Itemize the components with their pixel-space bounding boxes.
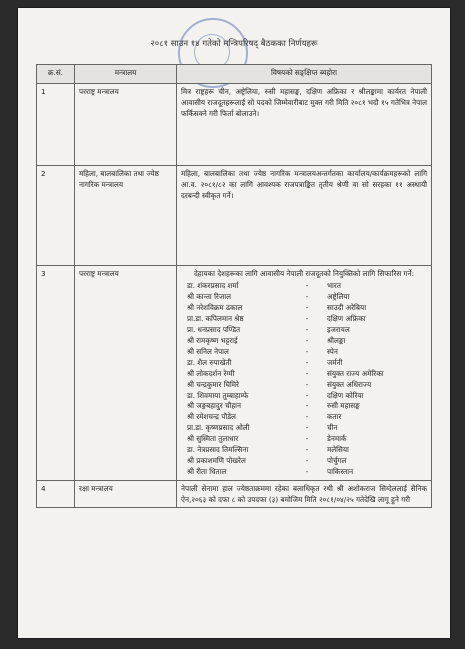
ambassador-country: भारत [327, 281, 341, 291]
list-item [181, 303, 427, 314]
ambassador-country: संयुक्त अधिराज्य [327, 379, 372, 389]
ambassador-country: पोर्चुगल [327, 456, 347, 466]
ambassador-dash: - [305, 390, 309, 400]
header-ministry: मन्त्रालय [75, 65, 177, 84]
ambassador-name: श्री जङ्गबहादुर चौहान [187, 401, 242, 411]
ambassador-name: डा. शंकरप्रसाद शर्मा [187, 281, 239, 291]
list-item [181, 423, 427, 434]
ambassador-name: श्री रीता धिताल [187, 467, 227, 477]
row-number: 2 [37, 166, 75, 266]
document-title: २०८१ साउन १४ गतेको मन्त्रिपरिषद् बैठकका निर्णयहरू [150, 39, 318, 49]
list-item [181, 281, 427, 292]
table-row [37, 481, 432, 508]
row-summary: महिला, बालबालिका तथा ज्येष्ठ नागरिक मन्त्रालयअन्तर्गतका कार्यालय/कार्यक्रमहरूको लागि आ.व. २०८१/८२ का लागि आवश्यक राजपत्राङ्कित तृतीय श्रेणी वा सो सरहका ११ अस्थायी दरबन्दी स्वीकृत गर्ने। [177, 166, 432, 266]
table-header-row [37, 65, 432, 84]
header-serial: क्र.सं. [37, 65, 75, 84]
ambassador-dash: - [305, 445, 309, 455]
row-ministry: रक्षा मन्त्रालय [75, 481, 177, 508]
ambassador-dash: - [305, 456, 309, 466]
decisions-table [36, 64, 432, 508]
ambassador-dash: - [305, 303, 309, 313]
ambassador-name: श्री रामकृष्ण भट्टराई [187, 335, 238, 345]
header-summary: विषयको सङ्क्षिप्त ब्यहोरा [177, 65, 432, 84]
ambassador-country: दक्षिण कोरिया [327, 390, 364, 400]
row-ministry: महिला, बालबालिका तथा ज्येष्ठ नागरिक मन्त्रालय [75, 166, 177, 266]
row-ministry: परराष्ट्र मन्त्रालय [75, 266, 177, 481]
row-number: 3 [37, 266, 75, 481]
list-item [181, 358, 427, 369]
ambassador-country: संयुक्त राज्य अमेरिका [327, 368, 384, 378]
list-item [181, 369, 427, 380]
table-row [37, 266, 432, 481]
ambassador-dash: - [305, 434, 309, 444]
ambassador-name: श्री रमेशचन्द्र पौडेल [187, 412, 236, 422]
ambassador-country: दक्षिण अफ्रिका [327, 313, 366, 323]
ambassador-name: डा. नेत्रप्रसाद तिमल्सिना [187, 445, 249, 455]
appointment-intro: देहायका देशहरूका लागि आवासीय नेपाली राजदूतको नियुक्तिको लागि सिफारिस गर्ने: [193, 269, 415, 278]
ambassador-name: श्री नरेशविक्रम ढकाल [187, 303, 243, 313]
ambassador-dash: - [305, 313, 309, 323]
ambassador-name: प्रा.डा. कृष्णप्रसाद ओली [187, 423, 250, 433]
ambassador-name: श्री सनिल नेपाल [187, 346, 229, 356]
ambassador-country: साउदी अरेबिया [327, 303, 367, 313]
ambassador-dash: - [305, 379, 309, 389]
ambassador-country: रुसी महासङ्घ [327, 401, 360, 411]
ambassador-name: श्री सुस्मिता तुलाधार [187, 434, 239, 444]
list-item [181, 314, 427, 325]
row-number: 4 [37, 481, 75, 508]
list-item [181, 456, 427, 467]
ambassador-dash: - [305, 401, 309, 411]
ambassador-name: डा. शैल रुपाखेती [187, 357, 232, 367]
list-item [181, 412, 427, 423]
document-page [18, 8, 450, 638]
ambassador-country: डेनमार्क [327, 434, 347, 444]
ambassador-country: कतार [327, 412, 342, 422]
ambassador-dash: - [305, 357, 309, 367]
ambassador-dash: - [305, 346, 309, 356]
ambassador-dash: - [305, 324, 309, 334]
row-number: 1 [37, 84, 75, 166]
ambassador-name: श्री लोकदर्शन रेग्मी [187, 368, 235, 378]
ambassador-dash: - [305, 412, 309, 422]
list-item [181, 347, 427, 358]
ambassador-name: डा. शिवमाया तुम्बाहाम्फे [187, 390, 249, 400]
row-ministry: परराष्ट्र मन्त्रालय [75, 84, 177, 166]
table-row [37, 166, 432, 266]
list-item [181, 391, 427, 402]
row-summary: मित्र राष्ट्रहरू चीन, अष्ट्रेलिया, रुसी महासङ्घ, दक्षिण अफ्रिका र श्रीलङ्कामा कार्यरत नेपाली आवासीय राजदूतहरूलाई सो पदको जिम्मेवारीबाट मुक्त गरी मिति २०८१ भदौ १५ गतेभित्र नेपाल फर्किसक्ने गरी फिर्ता बोलाउने। [177, 84, 432, 166]
ambassador-name: श्री कान्ता रिजाल [187, 292, 231, 302]
ambassador-dash: - [305, 335, 309, 345]
list-item [181, 445, 427, 456]
ambassador-country: चीन [327, 423, 338, 433]
list-item [181, 401, 427, 412]
ambassador-list [181, 281, 427, 478]
ambassador-dash: - [305, 368, 309, 378]
ambassador-dash: - [305, 423, 309, 433]
ambassador-country: श्रीलङ्का [327, 335, 346, 345]
ambassador-dash: - [305, 467, 309, 477]
ambassador-name: प्रा. धनप्रसाद पण्डित [187, 324, 241, 334]
row-summary [177, 266, 432, 481]
list-item [181, 467, 427, 478]
ambassador-name: श्री चन्द्रकुमार घिमिरे [187, 379, 239, 389]
ambassador-country: मलेसिया [327, 445, 349, 455]
row-summary: नेपाली सेनामा हाल ज्येष्ठताक्रममा रहेका बलाधिकृत रथी श्री अशोकराज सिग्देललाई सैनिक ऐन,२०६३ को दफा ८ को उपदफा (३) बमोजिम मिति २०८१/०४/२५ गतेदेखि लागू हुने गरी [177, 481, 432, 508]
ambassador-country: इजरायल [327, 324, 350, 334]
list-item [181, 292, 427, 303]
ambassador-country: स्पेन [327, 346, 338, 356]
list-item [181, 325, 427, 336]
ambassador-country: जर्मनी [327, 357, 343, 367]
ambassador-dash: - [305, 292, 309, 302]
ambassador-name: प्रा.डा. कपिलमान श्रेष्ठ [187, 313, 244, 323]
ambassador-dash: - [305, 281, 309, 291]
table-row [37, 84, 432, 166]
ambassador-country: पाकिस्तान [327, 467, 354, 477]
list-item [181, 434, 427, 445]
list-item [181, 380, 427, 391]
ambassador-country: अष्ट्रेलिया [327, 292, 350, 302]
ambassador-name: श्री प्रकाशमणि पोखरेल [187, 456, 246, 466]
list-item [181, 336, 427, 347]
